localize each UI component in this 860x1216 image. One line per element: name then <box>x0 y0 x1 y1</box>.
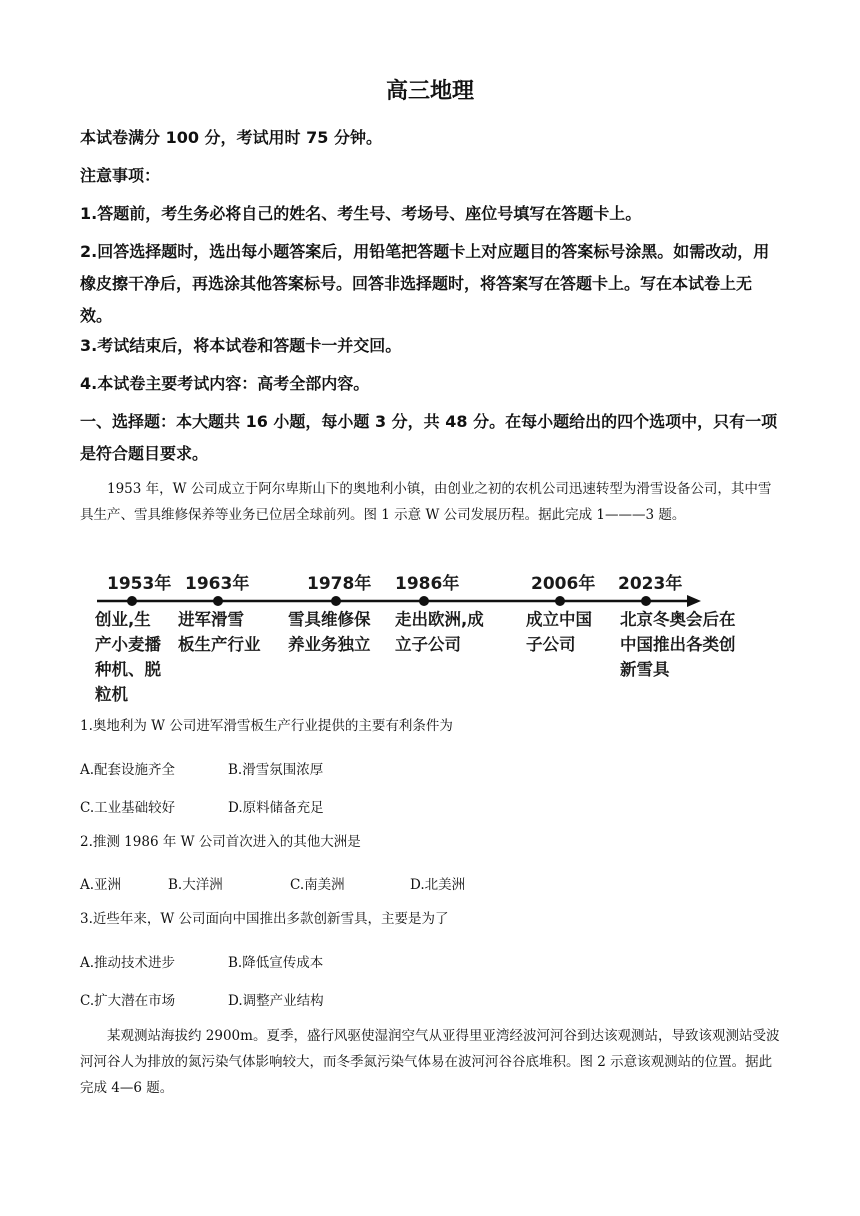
notice-item-4: 4.本试卷主要考试内容：高考全部内容。 <box>80 374 370 393</box>
q2-option-a: A.亚洲 <box>80 877 122 893</box>
timeline-description-line: 立子公司 <box>395 635 461 654</box>
notice-heading: 注意事项： <box>80 166 161 185</box>
timeline-description-line: 产小麦播 <box>95 635 161 654</box>
q1-option-a: A.配套设施齐全 <box>80 762 176 778</box>
exam-info: 本试卷满分 100 分，考试用时 75 分钟。 <box>80 128 382 147</box>
passage-1: 1953 年，W 公司成立于阿尔卑斯山下的奥地利小镇，由创业之初的农机公司迅速转型为滑雪设备公司，其中雪具生产、雪具维修保养等业务已位居全球前列。图 1 示意 W 公司发展历程。据此完成 1———3 题。 <box>80 481 772 523</box>
section-heading: 一、选择题：本大题共 16 小题，每小题 3 分，共 48 分。在每小题给出的四个选项中，只有一项是符合题目要求。 <box>80 412 778 463</box>
timeline-dot <box>641 596 651 606</box>
passage-2: 某观测站海拔约 2900m。夏季，盛行风驱使湿润空气从亚得里亚湾经波河河谷到达该观测站，导致该观测站受波河河谷人为排放的氮污染气体影响较大，而冬季氮污染气体易在波河河谷谷底堆积。图 2 示意该观测站的位置。据此完成 4—6 题。 <box>80 1028 780 1096</box>
timeline-dot <box>127 596 137 606</box>
q2-option-b: B.大洋洲 <box>168 877 223 893</box>
timeline-dot <box>213 596 223 606</box>
timeline-year: 1953年 <box>107 574 172 594</box>
timeline-description-line: 养业务独立 <box>288 635 371 654</box>
timeline-description-line: 成立中国 <box>526 610 592 629</box>
timeline-dot <box>555 596 565 606</box>
q2-option-d: D.北美洲 <box>410 877 466 893</box>
page-title: 高三地理 <box>385 79 474 104</box>
q1-option-d: D.原料储备充足 <box>228 800 324 816</box>
q3-option-a: A.推动技术进步 <box>80 955 176 971</box>
timeline-description-line: 雪具维修保 <box>288 610 371 629</box>
question-1-stem: 1.奥地利为 W 公司进军滑雪板生产行业提供的主要有利条件为 <box>80 718 453 734</box>
timeline-description-line: 进军滑雪 <box>178 610 244 629</box>
notice-item-1: 1.答题前，考生务必将自己的姓名、考生号、考场号、座位号填写在答题卡上。 <box>80 204 642 223</box>
q3-option-d: D.调整产业结构 <box>228 993 324 1009</box>
timeline-description-line: 子公司 <box>526 635 576 654</box>
timeline-year: 1963年 <box>185 574 250 594</box>
timeline-figure <box>95 570 775 705</box>
timeline-description-line: 新雪具 <box>620 660 670 679</box>
timeline-arrow-icon <box>687 595 701 607</box>
timeline-year: 1986年 <box>395 574 460 594</box>
q2-option-c: C.南美洲 <box>290 877 345 893</box>
timeline-description-line: 走出欧洲,成 <box>395 610 484 629</box>
notice-item-2: 2.回答选择题时，选出每小题答案后，用铅笔把答题卡上对应题目的答案标号涂黑。如需改动，用橡皮擦干净后，再选涂其他答案标号。回答非选择题时，将答案写在答题卡上。写在本试卷上无效。 <box>80 242 770 325</box>
timeline-dot <box>419 596 429 606</box>
q3-option-c: C.扩大潜在市场 <box>80 993 176 1009</box>
question-2-stem: 2.推测 1986 年 W 公司首次进入的其他大洲是 <box>80 834 361 850</box>
timeline-description-line: 中国推出各类创 <box>620 635 736 654</box>
timeline-description-line: 粒机 <box>95 685 128 704</box>
q1-option-c: C.工业基础较好 <box>80 800 176 816</box>
notice-item-3: 3.考试结束后，将本试卷和答题卡一并交回。 <box>80 336 402 355</box>
timeline-description-line: 北京冬奥会后在 <box>620 610 736 629</box>
q1-option-b: B.滑雪氛围浓厚 <box>228 762 324 778</box>
timeline-dot <box>331 596 341 606</box>
timeline-description-line: 板生产行业 <box>178 635 261 654</box>
q3-option-b: B.降低宣传成本 <box>228 955 324 971</box>
timeline-description-line: 种机、脱 <box>95 660 161 679</box>
timeline-year: 1978年 <box>307 574 372 594</box>
timeline-year: 2023年 <box>618 574 683 594</box>
question-3-stem: 3.近些年来，W 公司面向中国推出多款创新雪具，主要是为了 <box>80 911 449 927</box>
timeline-year: 2006年 <box>531 574 596 594</box>
timeline-description-line: 创业,生 <box>95 610 151 629</box>
